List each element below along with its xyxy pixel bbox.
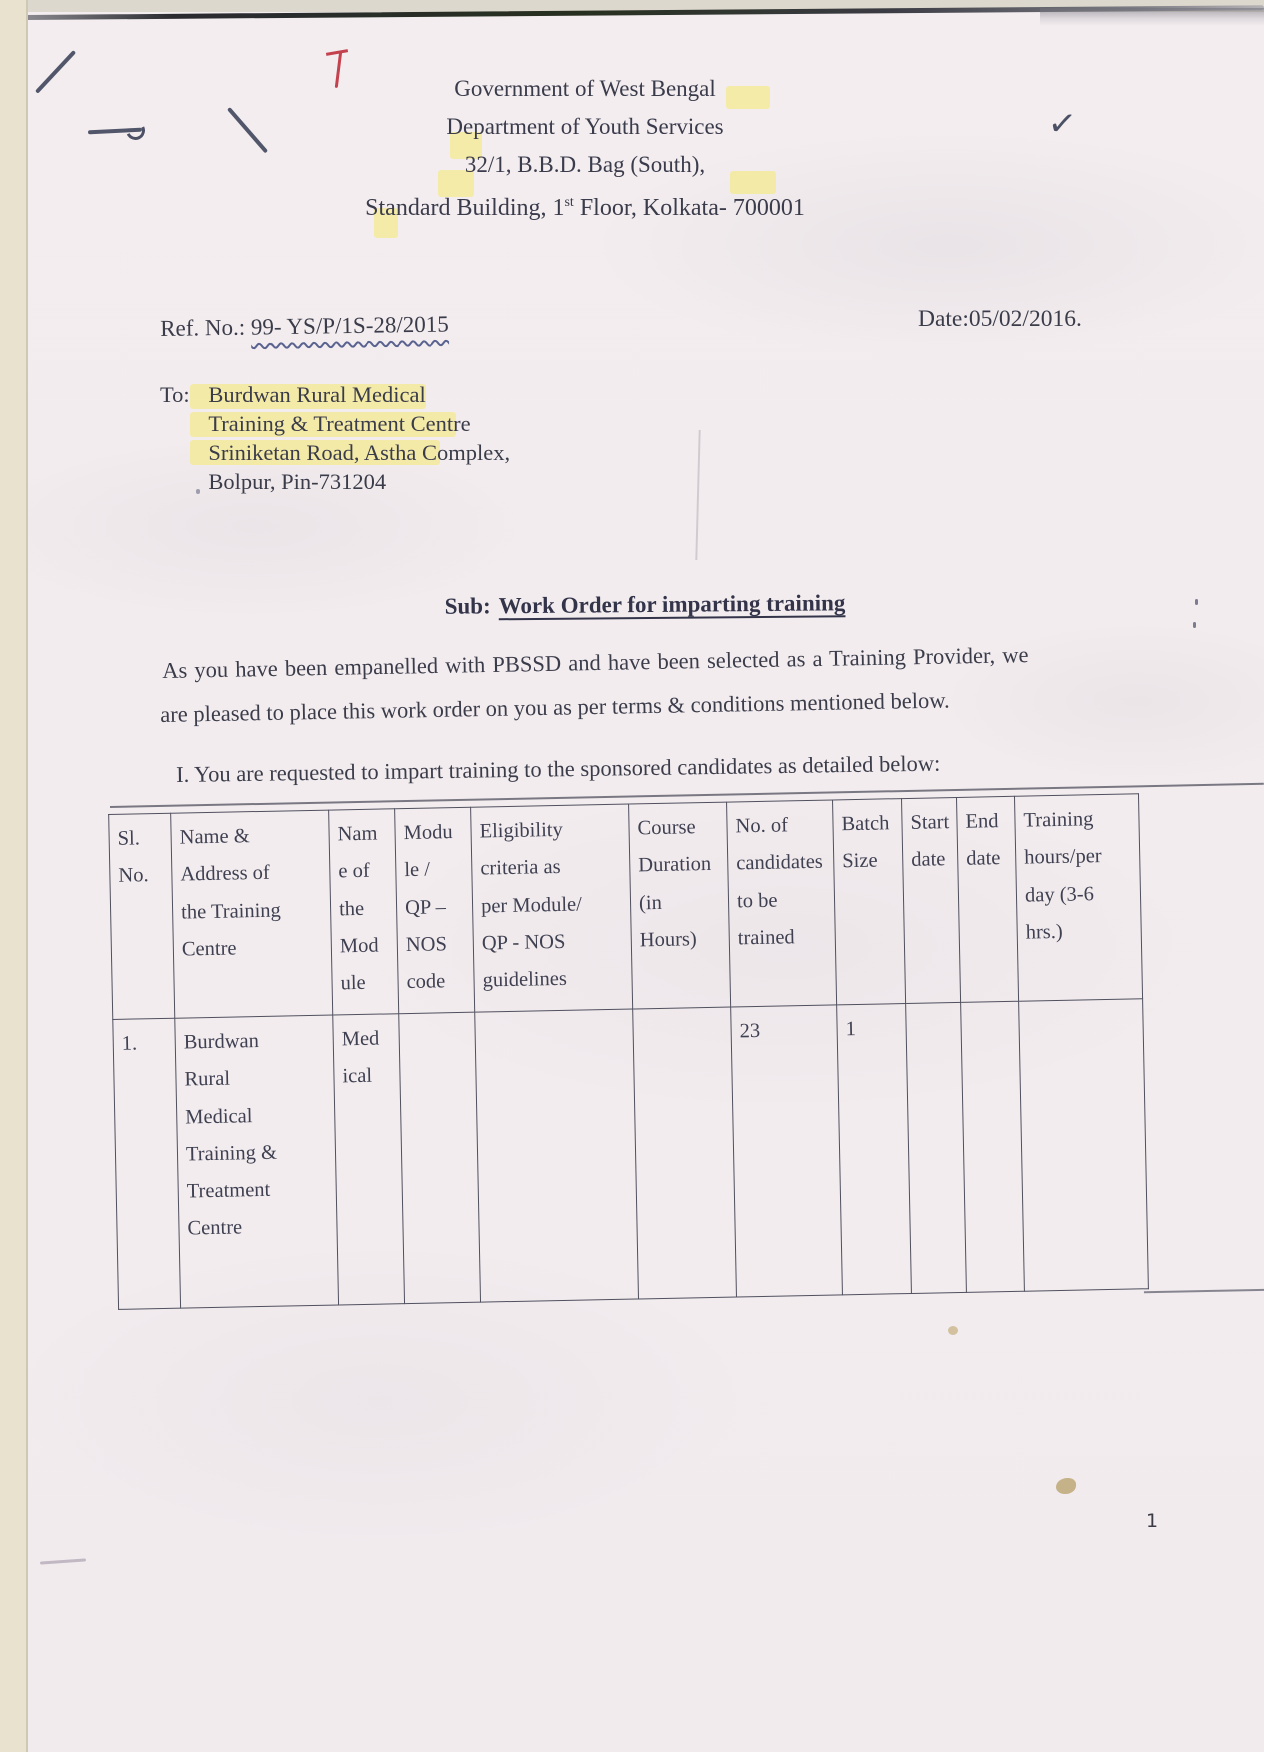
table-row bbox=[113, 999, 1149, 1310]
checkmark-icon: ✓ bbox=[1045, 102, 1079, 146]
cell-sl-no: 1. bbox=[113, 1018, 181, 1309]
recipient-line: Training & Treatment Centre bbox=[208, 411, 471, 436]
ref-value: 99- YS/P/1S-28/2015 bbox=[250, 311, 449, 340]
ink-speck bbox=[1195, 599, 1198, 605]
col-header-batch-size: Batch Size bbox=[833, 799, 906, 1005]
cell-duration bbox=[633, 1007, 737, 1299]
col-header-eligibility: Eligibility criteria as per Module/ QP - NOS guidelines bbox=[471, 804, 633, 1012]
red-pen-mark-icon bbox=[326, 49, 348, 56]
ink-speck bbox=[1193, 622, 1196, 628]
col-header-qp-nos-code: Modu le / QP – NOS code bbox=[395, 807, 475, 1013]
work-order-table bbox=[108, 793, 1149, 1310]
recipient-line: Bolpur, Pin-731204 bbox=[208, 469, 387, 494]
reference-number bbox=[160, 311, 449, 342]
pen-stroke-icon bbox=[35, 50, 76, 94]
address-line: 32/1, B.B.D. Bag (South), bbox=[464, 152, 706, 177]
cell-module-name: Med ical bbox=[333, 1014, 405, 1305]
to-label: To: bbox=[160, 382, 190, 407]
recipient-line: Burdwan Rural Medical bbox=[208, 382, 426, 407]
subject-text: Work Order for imparting training bbox=[498, 590, 846, 619]
cell-candidates: 23 bbox=[731, 1005, 843, 1297]
cell-batch-size: 1 bbox=[837, 1004, 912, 1295]
body-text-line: are pleased to place this work order on you as per terms & conditions mentioned below. bbox=[160, 687, 950, 727]
cell-start-date bbox=[906, 1002, 967, 1293]
subject-line bbox=[150, 588, 1140, 623]
table-border-extension bbox=[1144, 1289, 1264, 1294]
recipient-line: Sriniketan Road, Astha Complex, bbox=[208, 440, 511, 465]
training-details-table bbox=[108, 783, 1264, 1310]
col-header-training-hours: Training hours/per day (3-6 hrs.) bbox=[1014, 794, 1142, 1001]
paper-crease bbox=[695, 430, 700, 560]
scan-top-right-smudge bbox=[1040, 8, 1264, 26]
org-name: Government of West Bengal bbox=[454, 76, 716, 101]
subject-label: Sub: bbox=[444, 593, 491, 619]
col-header-sl-no: Sl. No. bbox=[109, 813, 175, 1019]
cell-eligibility bbox=[475, 1009, 639, 1302]
pen-scribble-loop-icon bbox=[123, 118, 147, 142]
address-text: Standard Building, 1 bbox=[365, 195, 565, 221]
department-name: Department of Youth Services bbox=[446, 114, 724, 139]
page-number: 1 bbox=[1146, 1510, 1159, 1532]
letter-date: Date:05/02/2016. bbox=[918, 306, 1082, 332]
recipient-lines bbox=[208, 380, 510, 496]
cell-training-hours bbox=[1019, 999, 1149, 1291]
body-text-line: As you have been empanelled with PBSSD and have been selected as a Training Provider, we bbox=[162, 642, 1029, 683]
faint-pen-mark bbox=[40, 1558, 86, 1564]
body-item-line: I. You are requested to impart training to the sponsored candidates as detailed below: bbox=[176, 750, 941, 787]
col-header-end-date: End date bbox=[956, 796, 1018, 1002]
ref-label: Ref. No.: bbox=[160, 314, 246, 341]
cell-qp-nos-code bbox=[399, 1012, 481, 1303]
letterhead bbox=[150, 70, 1020, 227]
address-line bbox=[150, 184, 1020, 227]
col-header-module-name: Nam e of the Mod ule bbox=[329, 809, 399, 1015]
col-header-candidates: No. of candidates to be trained bbox=[727, 800, 837, 1007]
address-text: Floor, Kolkata- 700001 bbox=[573, 195, 805, 221]
paper-stain bbox=[1056, 1478, 1076, 1494]
table-header-row bbox=[109, 794, 1143, 1020]
cell-centre-name: Burdwan Rural Medical Training & Treatment Centre bbox=[175, 1015, 339, 1308]
paper-stain bbox=[948, 1326, 958, 1335]
col-header-start-date: Start date bbox=[902, 797, 961, 1003]
col-header-centre-name: Name & Address of the Training Centre bbox=[171, 810, 333, 1018]
col-header-duration: Course Duration (in Hours) bbox=[629, 802, 731, 1009]
cell-end-date bbox=[961, 1001, 1025, 1292]
ordinal-suffix: st bbox=[564, 195, 574, 210]
scanner-bed-edge bbox=[0, 0, 28, 1752]
recipient-address bbox=[160, 380, 510, 496]
